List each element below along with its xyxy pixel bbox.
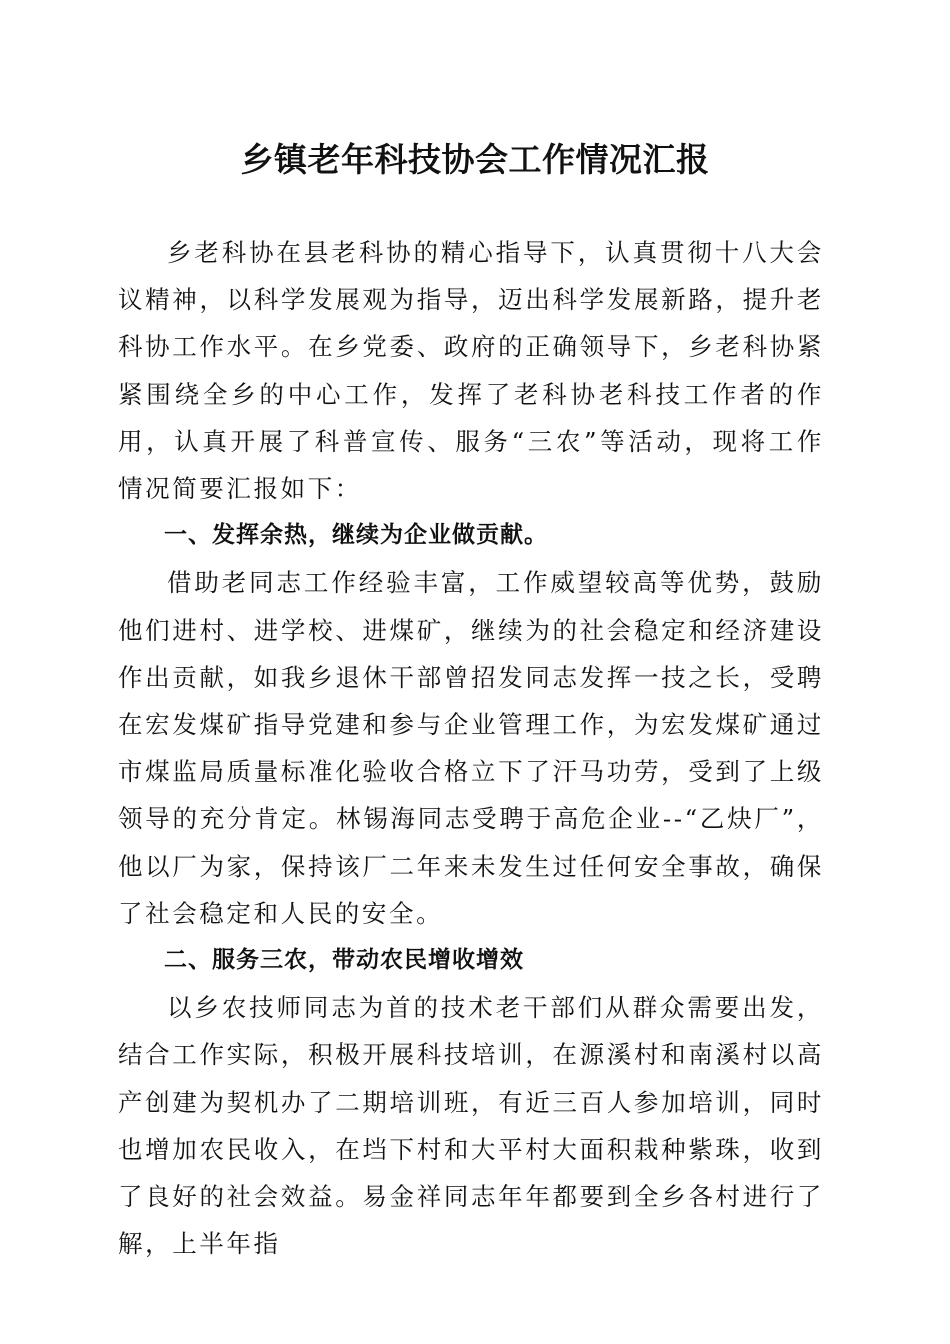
document-title: 乡镇老年科技协会工作情况汇报 [240, 140, 710, 179]
section-2-paragraph: 以乡农技师同志为首的技术老干部们从群众需要出发，结合工作实际，积极开展科技培训，在源溪村和南溪村以高产创建为契机办了二期培训班，有近三百人参加培训，同时也增加农民收入，在垱下村和大平村大面积栽种紫珠，收到了良好的社会效益。易金祥同志年年都要到全乡各村进行了解，上半年指 [118, 993, 824, 1259]
intro-paragraph: 乡老科协在县老科协的精心指导下，认真贯彻十八大会议精神，以科学发展观为指导，迈出科学发展新路，提升老科协工作水平。在乡党委、政府的正确领导下，乡老科协紧紧围绕全乡的中心工作，发挥了老科协老科技工作者的作用，认真开展了科普宣传、服务“三农”等活动，现将工作情况简要汇报如下： [118, 238, 824, 504]
document-body [118, 229, 824, 1267]
section-heading-1: 一、发挥余热，继续为企业做贡献。 [164, 522, 548, 549]
section-1-paragraph: 借助老同志工作经验丰富，工作威望较高等优势，鼓励他们进村、进学校、进煤矿，继续为的社会稳定和经济建设作出贡献，如我乡退休干部曾招发同志发挥一技之长，受聘在宏发煤矿指导党建和参与企业管理工作，为宏发煤矿通过市煤监局质量标准化验收合格立下了汗马功劳，受到了上级领导的充分肯定。林锡海同志受聘于高危企业--“乙炔厂”，他以厂为家，保持该厂二年来未发生过任何安全事故，确保了社会稳定和人民的安全。 [118, 568, 824, 928]
section-heading-2: 二、服务三农，带动农民增收增效 [164, 947, 524, 974]
